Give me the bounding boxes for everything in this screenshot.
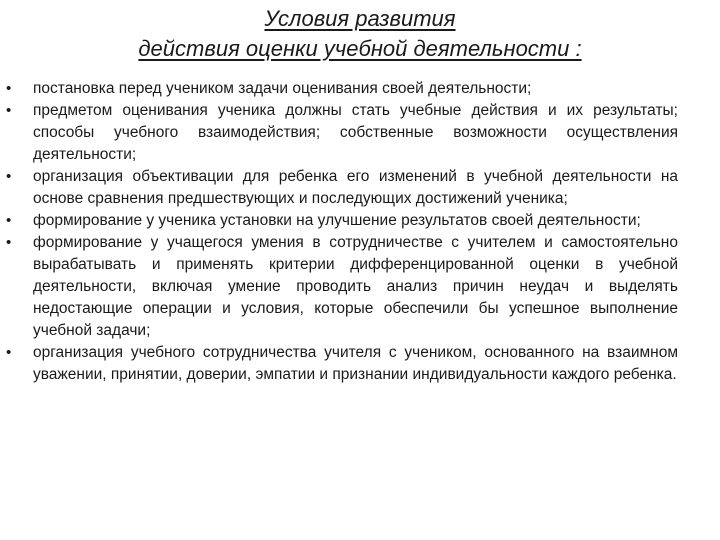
list-item [0,100,720,166]
list-item-text: организация учебного сотрудничества учителя с учеником, основанного на взаимном уважении, принятии, доверии, эмпатии и признании индивидуальности каждого ребенка. [33,344,678,383]
bullet-icon: • [6,168,12,185]
list-item [0,342,720,386]
list-item [0,166,720,210]
list-item-text: организация объективации для ребенка его изменений в учебной деятельности на основе сравнения предшествующих и последующих достижений ученика; [33,168,678,207]
slide-title [60,4,660,64]
bullet-icon: • [6,344,12,361]
list-item-text: формирование у ученика установки на улучшение результатов своей деятельности; [33,212,641,229]
bullet-icon: • [6,234,12,251]
bullet-icon: • [6,80,12,97]
conditions-list [0,78,720,386]
title-line-2: действия оценки учебной деятельности : [138,36,582,61]
list-item-text: постановка перед учеником задачи оценивания своей деятельности; [33,80,532,97]
list-item-text: предметом оценивания ученика должны стать учебные действия и их результаты; способы учебного взаимодействия; собственные возможности осуществления деятельности; [33,102,678,163]
list-item [0,78,720,100]
list-item [0,210,720,232]
bullet-icon: • [6,212,12,229]
list-item-text: формирование у учащегося умения в сотрудничестве с учителем и самостоятельно вырабатывать и применять критерии дифференцированной оценки в учебной деятельности, включая умение проводить анализ причин неудач и выделять недостающие операции и условия, которые обеспечили бы успешное выполнение учебной задачи; [33,234,678,339]
title-line-1: Условия развития [264,6,456,31]
bullet-icon: • [6,102,12,119]
list-item [0,232,720,342]
